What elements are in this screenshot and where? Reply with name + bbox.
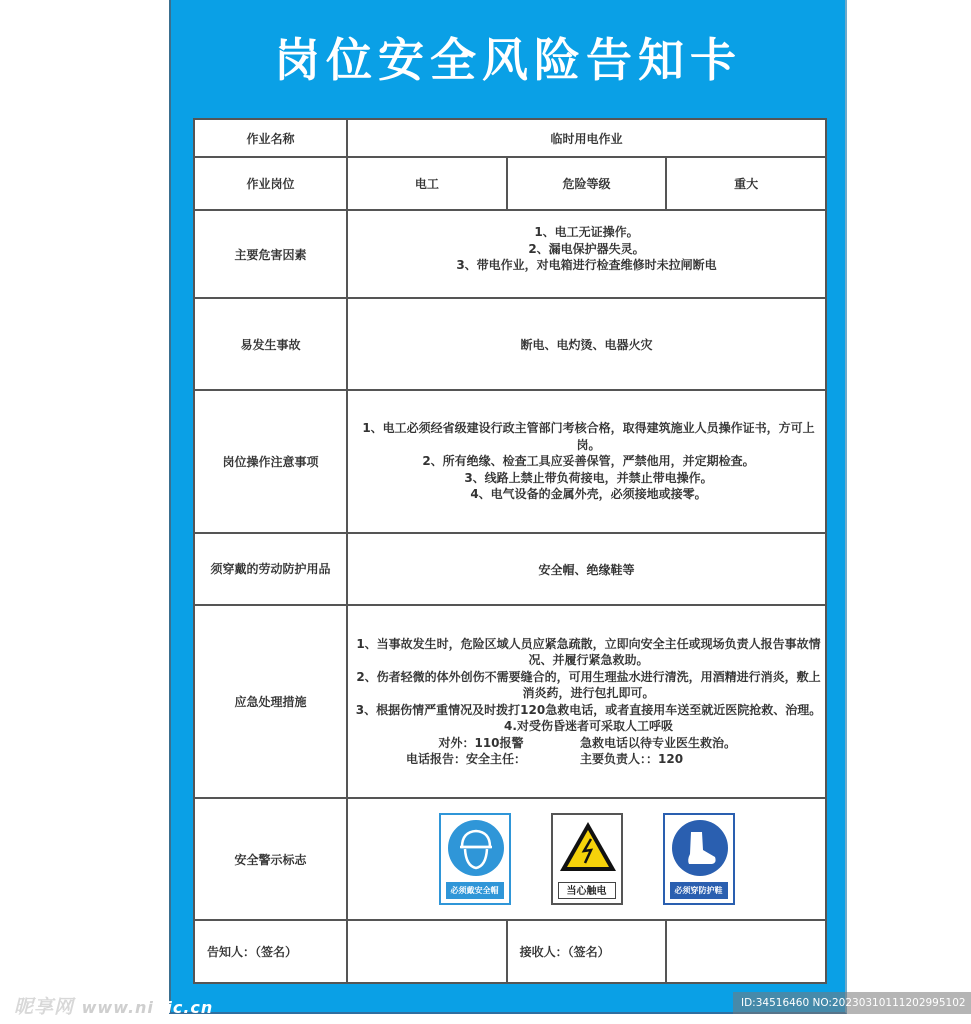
row-job-name <box>194 119 826 157</box>
emergency-label: 应急处理措施 <box>194 605 347 798</box>
job-post-value: 电工 <box>347 157 507 210</box>
precautions-list <box>347 390 826 533</box>
sign-wear-helmet <box>439 813 511 905</box>
ppe-value: 安全帽、绝缘鞋等 <box>347 533 826 605</box>
accidents-label: 易发生事故 <box>194 298 347 390</box>
accidents-value: 断电、电灼烫、电器火灾 <box>347 298 826 390</box>
precaution-item: 2、所有绝缘、检查工具应妥善保管，严禁他用，并定期检查。 <box>422 454 755 469</box>
row-precautions <box>194 390 826 533</box>
notifier-label: 告知人：（签名） <box>194 920 347 983</box>
sign-wear-boots <box>663 813 735 905</box>
emergency-item: 3、根据伤情严重情况及时拨打120急救电话，或者直接用车送至就近医院抢救、治理。 <box>355 702 822 717</box>
wait-for-doctor-text: 急救电话以待专业医生救治。 <box>580 735 737 750</box>
protective-boot-icon <box>672 820 728 876</box>
job-name-label: 作业名称 <box>194 119 347 157</box>
row-signature <box>194 920 826 983</box>
row-emergency <box>194 605 826 798</box>
precaution-item: 3、线路上禁止带负荷接电，并禁止带电操作。 <box>464 470 713 485</box>
receiver-signature-field[interactable] <box>666 920 826 983</box>
row-signs <box>194 798 826 920</box>
risk-level-value: 重大 <box>666 157 826 210</box>
sign-electric-shock <box>551 813 623 905</box>
job-name-value: 临时用电作业 <box>347 119 826 157</box>
hazard-item: 1、电工无证操作。 <box>534 225 639 239</box>
report-safety-officer-label: 电话报告：安全主任： <box>405 752 526 766</box>
main-hazards-list <box>347 210 826 298</box>
watermark-site-name: 昵享网 <box>14 996 75 1018</box>
receiver-label: 接收人：（签名） <box>507 920 667 983</box>
main-hazards-label: 主要危害因素 <box>194 210 347 298</box>
watermark-logo <box>14 992 213 1019</box>
emergency-item: 4.对受伤昏迷者可采取人工呼吸 <box>504 719 673 733</box>
external-110-label: 对外：110报警 <box>438 735 524 750</box>
risk-level-label: 危险等级 <box>507 157 667 210</box>
hazard-item: 3、带电作业，对电箱进行检查维修时未拉闸断电 <box>456 258 717 272</box>
sign-caption: 当心触电 <box>558 882 616 899</box>
notifier-signature-field[interactable] <box>347 920 507 983</box>
helmet-icon <box>448 820 504 876</box>
emergency-item: 2、伤者轻微的体外创伤不需要缝合的，可用生理盐水进行清洗，用酒精进行消炎，敷上消炎药，进行包扎即可。 <box>356 669 821 700</box>
row-ppe <box>194 533 826 605</box>
precaution-item: 4、电气设备的金属外壳，必须接地或接零。 <box>470 487 707 502</box>
risk-notice-board <box>169 0 847 1014</box>
contact-row-report <box>348 751 825 768</box>
risk-info-table <box>193 118 827 984</box>
ppe-label: 须穿戴的劳动防护用品 <box>194 533 347 605</box>
signs-cell <box>347 798 826 920</box>
emergency-item: 1、当事故发生时，危险区域人员应紧急疏散，立即向安全主任或现场负责人报告事故情况、并履行紧急救助。 <box>356 636 821 667</box>
precautions-label: 岗位操作注意事项 <box>194 390 347 533</box>
emergency-list <box>347 605 826 798</box>
image-id-bar: ID:34516460 NO:20230310111202995102 <box>733 992 971 1014</box>
job-post-label: 作业岗位 <box>194 157 347 210</box>
hazard-item: 2、漏电保护器失灵。 <box>528 241 645 256</box>
row-main-hazards <box>194 210 826 298</box>
watermark-url-suffix: pic.cn <box>153 998 214 1017</box>
contact-row-external <box>348 735 825 752</box>
precaution-item: 1、电工必须经省级建设行政主管部门考核合格，取得建筑施业人员操作证书，方可上岗。 <box>362 421 815 452</box>
sign-caption: 必须戴安全帽 <box>446 882 504 899</box>
card-title: 岗位安全风险告知卡 <box>274 33 742 87</box>
responsible-person-label: 主要负责人：：120 <box>580 752 684 766</box>
electric-shock-warning-icon <box>557 819 619 875</box>
signs-label: 安全警示标志 <box>194 798 347 920</box>
row-job-post <box>194 157 826 210</box>
row-accidents <box>194 298 826 390</box>
watermark-url-prefix: www.ni <box>81 998 154 1017</box>
sign-caption: 必须穿防护鞋 <box>670 882 728 899</box>
